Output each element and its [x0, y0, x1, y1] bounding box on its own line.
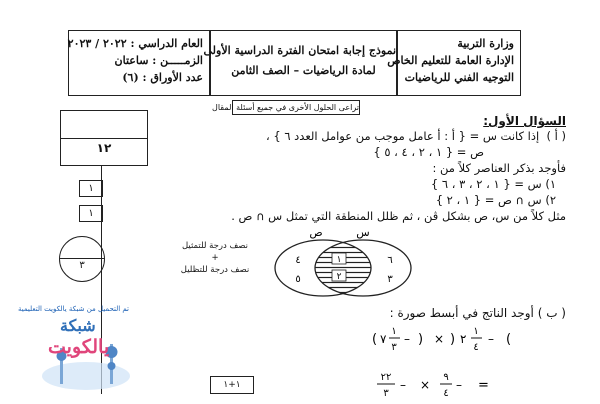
mark-note-line-2: نصف درجة للتظليل	[180, 265, 250, 275]
venn-common-2: ٢	[336, 272, 342, 282]
expr1-num-2: ١	[391, 326, 397, 337]
fraction-score-box	[210, 376, 254, 394]
expr1-den-2: ٣	[391, 342, 397, 353]
q1b-expression-1	[368, 322, 528, 356]
expr1-den-1: ٤	[473, 342, 479, 353]
venn-s-only-2: ٣	[387, 274, 393, 285]
pages-count: عدد الأوراق : (٦)	[122, 71, 203, 84]
expr1-paren-open-1: (	[506, 332, 512, 347]
expr2-den-1: ٤	[443, 388, 449, 399]
venn-p-only-1: ٤	[295, 255, 301, 266]
expr1-num-1: ١	[473, 326, 479, 337]
expr2-den-2: ٣	[383, 388, 389, 399]
venn-label-s: س	[356, 226, 370, 239]
expr1-whole-1: ٢	[460, 332, 467, 346]
total-score: ١٢	[96, 141, 112, 155]
q1-a-line1	[266, 129, 566, 143]
watermark-caption-text: تم التحميل من شبكة يالكويت التعليمية	[18, 305, 130, 313]
mark-box-1	[79, 180, 103, 197]
q1-title-text: السؤال الأول:	[483, 114, 566, 128]
department-name: التوجيه الفني للرياضيات	[404, 71, 514, 84]
expr1-whole-2: ٧	[380, 332, 387, 346]
q1-a-line3	[433, 161, 567, 175]
note-text: تراعى الحلول الأخرى في جميع أسئلة المقال	[212, 103, 359, 112]
venn-diagram	[268, 225, 418, 300]
q1b-title	[390, 306, 566, 320]
directorate-name: الإدارة العامة للتعليم الخاص	[387, 54, 514, 67]
exam-subject: لمادة الرياضيات – الصف الثامن	[231, 64, 376, 77]
q1-venn-instruction: مثل كلاً من س، ص بشكل ڤن ، ثم ظلل المنطقة التي تمثل س ∩ ص .	[231, 209, 566, 223]
mark-1-value: ١	[88, 183, 94, 194]
q1-a-label: ( أ )	[546, 129, 566, 143]
score-box	[60, 110, 148, 166]
mark-note-line-1: نصف درجة للتمثيل	[181, 241, 249, 251]
q1b-title-text: ( ب ) أوجد الناتج في أبسط صورة :	[389, 306, 566, 320]
mark-note-plus: +	[211, 253, 219, 263]
expr1-times: ×	[434, 332, 445, 346]
q1b-expression-2	[374, 368, 514, 402]
circle-score: ٣	[79, 260, 85, 271]
venn-s-only-1: ٦	[387, 255, 393, 266]
expr1-paren-open-2: (	[372, 332, 378, 347]
watermark-caption	[18, 305, 129, 313]
expr2-minus-1: –	[456, 378, 462, 392]
expr2-equals: =	[478, 378, 489, 393]
q1-line4	[231, 209, 566, 223]
expr1-paren-close-1: )	[450, 332, 456, 347]
exam-duration: الزمـــــن : ساعتان	[114, 54, 203, 67]
venn-common-1: ١	[336, 255, 342, 265]
q1-set-p-definition: ص = { ١ ، ٢ ، ٤ ، ٥ }	[373, 145, 484, 159]
mark-2-value: ١	[88, 208, 94, 219]
expr2-times: ×	[420, 378, 431, 392]
exam-title: نموذج إجابة امتحان الفترة الدراسية الأولى	[203, 44, 396, 57]
ministry-name: وزارة التربية	[457, 37, 514, 50]
expr1-minus-2: –	[404, 332, 410, 346]
mark-box-2	[79, 205, 103, 222]
academic-year: العام الدراسي : ٢٠٢٢ / ٢٠٢٣	[67, 37, 203, 50]
expr2-minus-2: –	[400, 378, 406, 392]
header-left-box	[68, 30, 210, 96]
q1-a-line2	[373, 145, 484, 159]
header-center-box	[203, 30, 397, 96]
q1-answer-2: ٢) س ∩ ص = { ١ ، ٢ }	[435, 193, 556, 207]
expr2-num-1: ٩	[443, 372, 449, 383]
watermark-logo	[40, 316, 132, 396]
venn-p-only-2: ٥	[295, 274, 301, 285]
score-circle	[59, 236, 105, 282]
q1-instruction: فأوجد بذكر العناصر كلاً من :	[432, 161, 566, 175]
expr1-paren-close-2: )	[418, 332, 424, 347]
logo-word-2: يالكويت	[48, 336, 110, 358]
expr2-num-2: ٢٢	[380, 372, 392, 383]
alternate-solutions-note	[212, 100, 360, 115]
q1-item2	[436, 193, 556, 207]
q1-set-s-definition: إذا كانت س = { أ : أ عامل موجب من عوامل العدد ٦ } ،	[265, 129, 540, 143]
venn-label-p: ص	[309, 226, 323, 239]
q1-answer-1: ١) س = { ١ ، ٢ ، ٣ ، ٦ }	[430, 177, 556, 191]
expr1-minus-1: –	[488, 332, 494, 346]
header-right-box	[387, 30, 521, 96]
q1-item1	[431, 177, 556, 191]
fraction-score-value: ١+١	[223, 380, 241, 390]
logo-word-1: شبكة	[60, 316, 96, 335]
venn-mark-note	[170, 240, 260, 276]
q1-title	[483, 114, 566, 128]
